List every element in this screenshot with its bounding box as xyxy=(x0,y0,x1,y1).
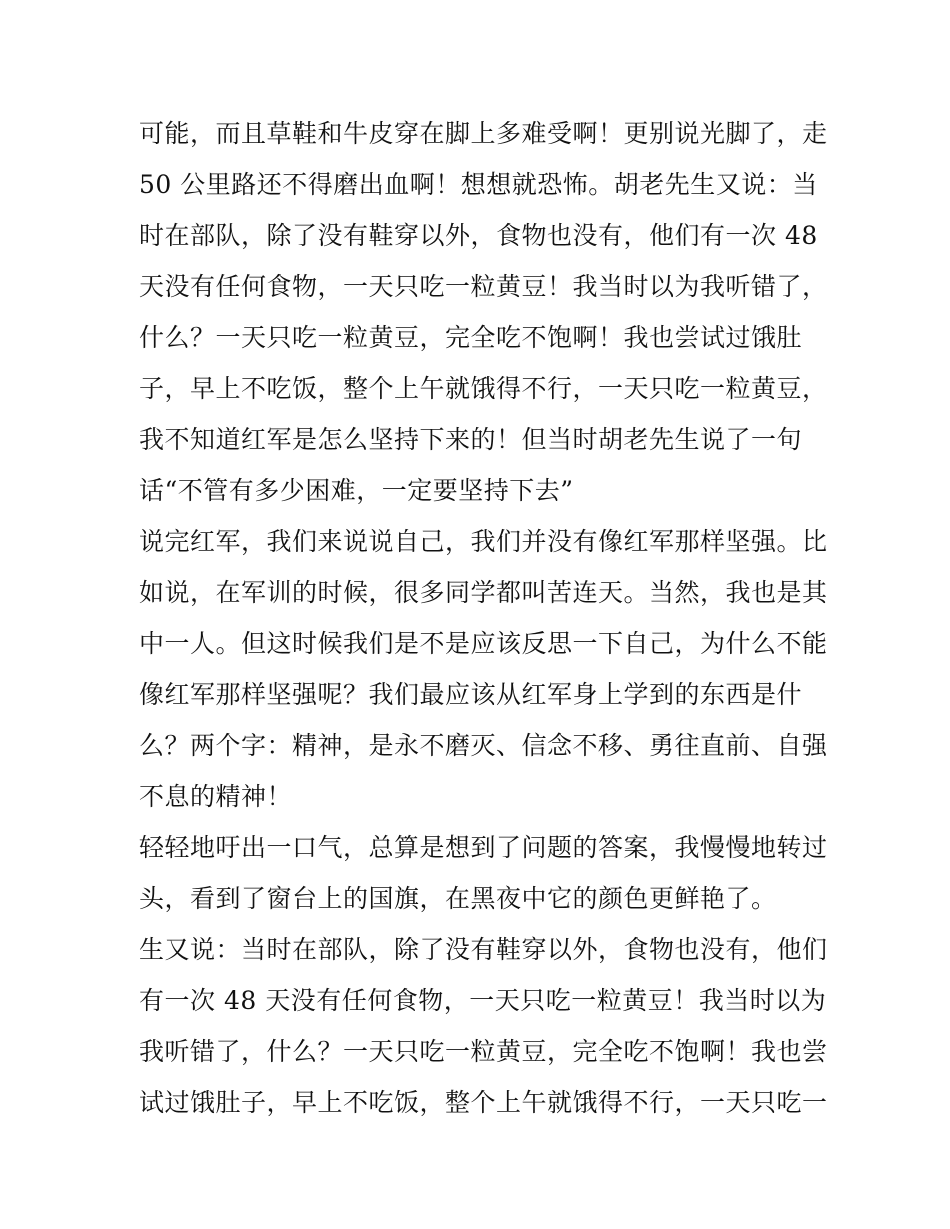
text-line: 轻轻地吁出一口气，总算是想到了问题的答案，我慢慢地转过 xyxy=(139,833,828,862)
text-line: 头，看到了窗台上的国旗，在黑夜中它的颜色更鲜艳了。 xyxy=(139,884,777,913)
text-line: 说完红军，我们来说说自己，我们并没有像红军那样坚强。比 xyxy=(139,527,828,556)
text-line: 试过饿肚子，早上不吃饭，整个上午就饿得不行，一天只吃一 xyxy=(139,1088,828,1117)
text-line: 什么？一天只吃一粒黄豆，完全吃不饱啊！我也尝试过饿肚 xyxy=(139,323,803,352)
text-line: 50 公里路还不得磨出血啊！想想就恐怖。胡老先生又说：当 xyxy=(139,170,818,199)
text-line: 子，早上不吃饭，整个上午就饿得不行，一天只吃一粒黄豆， xyxy=(139,374,828,403)
text-line: 时在部队，除了没有鞋穿以外，食物也没有，他们有一次 48 xyxy=(139,221,818,250)
text-line: 有一次 48 天没有任何食物，一天只吃一粒黄豆！我当时以为 xyxy=(139,986,827,1015)
text-line: 我不知道红军是怎么坚持下来的！但当时胡老先生说了一句 xyxy=(139,425,803,454)
text-line: 不息的精神！ xyxy=(139,782,293,811)
text-line: 天没有任何食物，一天只吃一粒黄豆！我当时以为我听错了， xyxy=(139,272,828,301)
body-text xyxy=(139,108,828,1128)
text-line: 可能，而且草鞋和牛皮穿在脚上多难受啊！更别说光脚了，走 xyxy=(139,119,828,148)
text-line: 中一人。但这时候我们是不是应该反思一下自己，为什么不能 xyxy=(139,629,828,658)
text-line: 生又说：当时在部队，除了没有鞋穿以外，食物也没有，他们 xyxy=(139,935,828,964)
text-line: 如说，在军训的时候，很多同学都叫苦连天。当然，我也是其 xyxy=(139,578,828,607)
text-line: 我听错了，什么？一天只吃一粒黄豆，完全吃不饱啊！我也尝 xyxy=(139,1037,828,1066)
text-line: 像红军那样坚强呢？我们最应该从红军身上学到的东西是什 xyxy=(139,680,803,709)
text-line: 话“不管有多少困难，一定要坚持下去” xyxy=(139,476,574,505)
text-line: 么？两个字：精神，是永不磨灭、信念不移、勇往直前、自强 xyxy=(139,731,828,760)
